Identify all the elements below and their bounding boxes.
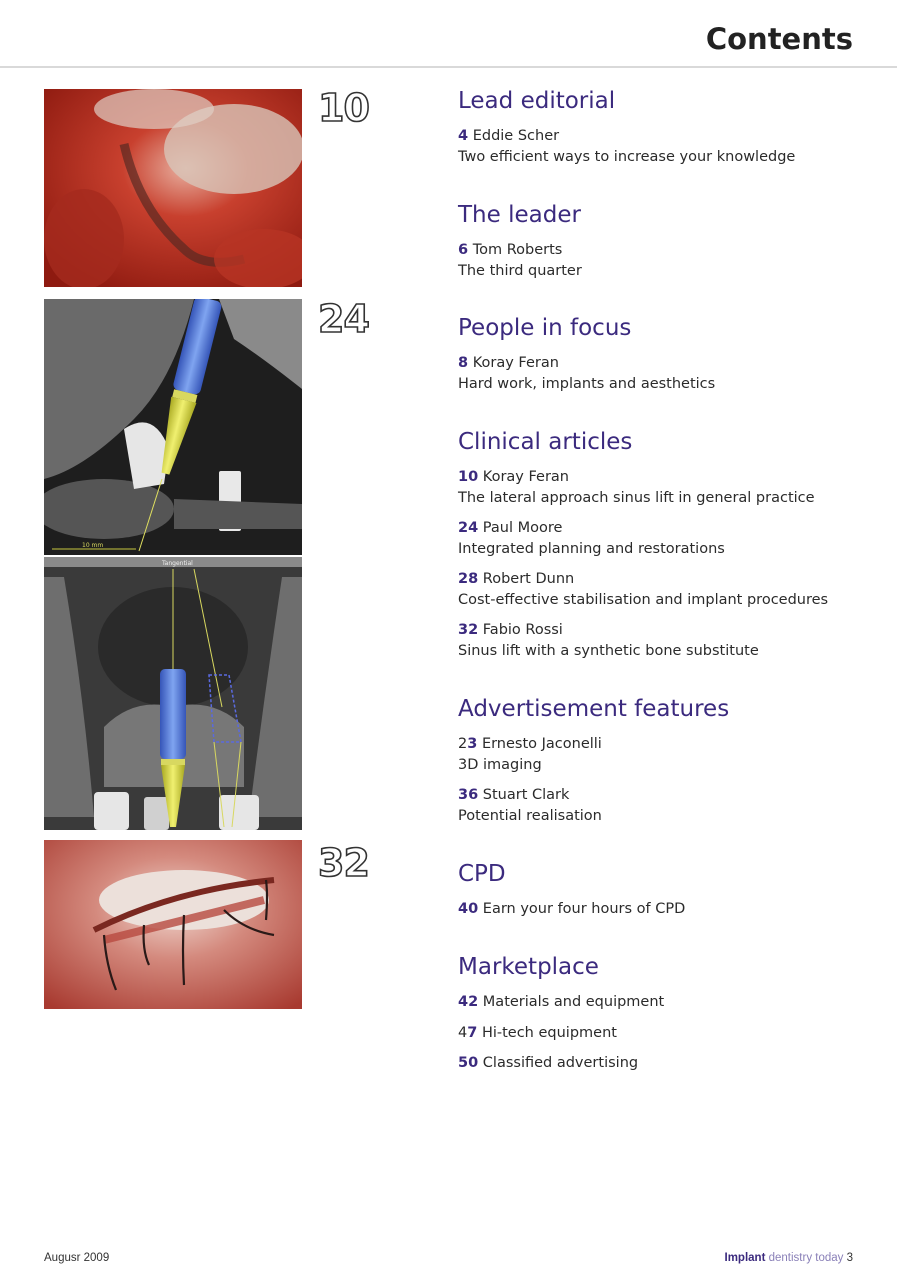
entry-subtitle: Two efficient ways to increase your knowledge [458, 148, 796, 165]
brand-name-bold: Implant [724, 1252, 766, 1264]
entry-subtitle: Potential realisation [458, 807, 602, 824]
toc-entry[interactable] [458, 353, 878, 394]
entry-author: Koray Feran [482, 469, 569, 485]
page-number: 28 [458, 571, 479, 587]
section-title: Clinical articles [458, 429, 633, 455]
toc-entry[interactable] [458, 620, 878, 661]
view-label: Tangential [162, 560, 193, 567]
page-number: 6 [458, 242, 469, 258]
page-number: 50 [458, 1055, 479, 1071]
entry-author: Eddie Scher [472, 128, 560, 144]
toc-entry[interactable] [458, 126, 878, 167]
toc-entry[interactable] [458, 467, 878, 508]
section-marketplace [458, 954, 878, 1084]
photo-number-32: 32 [318, 841, 369, 885]
entry-author: Fabio Rossi [482, 622, 563, 638]
page-number: 10 [458, 469, 479, 485]
section-title: People in focus [458, 315, 632, 341]
ct-scan-sagittal [44, 299, 302, 555]
section-title: Lead editorial [458, 88, 616, 114]
toc-entry[interactable] [458, 785, 878, 826]
entry-subtitle: Integrated planning and restorations [458, 540, 725, 557]
toc-entry[interactable] [458, 518, 878, 559]
footer-date: Augusr 2009 [44, 1252, 110, 1264]
entry-author: Paul Moore [482, 520, 563, 536]
entry-author: Earn your four hours of CPD [482, 901, 686, 917]
page-number: 40 [458, 901, 479, 917]
page-number: 8 [458, 355, 469, 371]
toc-entry[interactable] [458, 992, 878, 1013]
entry-subtitle: 3D imaging [458, 756, 542, 773]
brand-name-rest: dentistry today [765, 1252, 844, 1264]
entry-author: Koray Feran [472, 355, 559, 371]
entry-author: Ernesto Jaconelli [481, 736, 602, 752]
page-number: 32 [458, 622, 479, 638]
page-number: 36 [458, 787, 479, 803]
page-number: 42 [458, 994, 479, 1010]
surgical-photo-2 [44, 840, 302, 1009]
section-title: Advertisement features [458, 696, 730, 722]
section-lead-editorial [458, 88, 878, 177]
section-title: Marketplace [458, 954, 599, 980]
toc-entry[interactable] [458, 240, 878, 281]
toc-entry[interactable] [458, 1023, 878, 1044]
entry-subtitle: Sinus lift with a synthetic bone substitute [458, 642, 759, 659]
section-title: CPD [458, 861, 506, 887]
photo-number-24: 24 [318, 297, 369, 341]
entry-author: Classified advertising [482, 1055, 639, 1071]
page-number: 3 [467, 736, 478, 752]
entry-subtitle: The lateral approach sinus lift in general practice [458, 489, 815, 506]
section-people-in-focus [458, 315, 878, 404]
page-number: 4 [458, 128, 469, 144]
surgical-photo-1 [44, 89, 302, 287]
section-clinical-articles [458, 429, 878, 671]
entry-subtitle: Hard work, implants and aesthetics [458, 375, 716, 392]
toc-entry[interactable] [458, 1053, 878, 1074]
footer-page-number: 3 [846, 1252, 853, 1264]
section-cpd [458, 861, 878, 930]
entry-author: Robert Dunn [482, 571, 575, 587]
entry-author: Materials and equipment [482, 994, 665, 1010]
toc-entry[interactable] [458, 899, 878, 920]
section-the-leader [458, 202, 878, 291]
entry-subtitle: The third quarter [458, 262, 582, 279]
page-title: Contents [705, 22, 853, 56]
footer-brand [725, 1252, 853, 1264]
toc-entry[interactable] [458, 734, 878, 775]
section-title: The leader [458, 202, 581, 228]
photo-number-10: 10 [318, 86, 369, 130]
entry-subtitle: Cost-effective stabilisation and implant procedures [458, 591, 829, 608]
page-number: 24 [458, 520, 479, 536]
page-number: 7 [467, 1024, 478, 1041]
page-number-prefix: 4 [458, 1024, 468, 1041]
scale-label: 10 mm [82, 542, 104, 549]
toc-entry[interactable] [458, 569, 878, 610]
ct-scan-tangential [44, 557, 302, 830]
entry-author: Stuart Clark [482, 787, 570, 803]
entry-author: Hi-tech equipment [481, 1024, 617, 1041]
header-divider [0, 66, 897, 68]
section-advertisement-features [458, 696, 878, 836]
page-number-prefix: 2 [458, 736, 468, 752]
entry-author: Tom Roberts [472, 242, 563, 258]
